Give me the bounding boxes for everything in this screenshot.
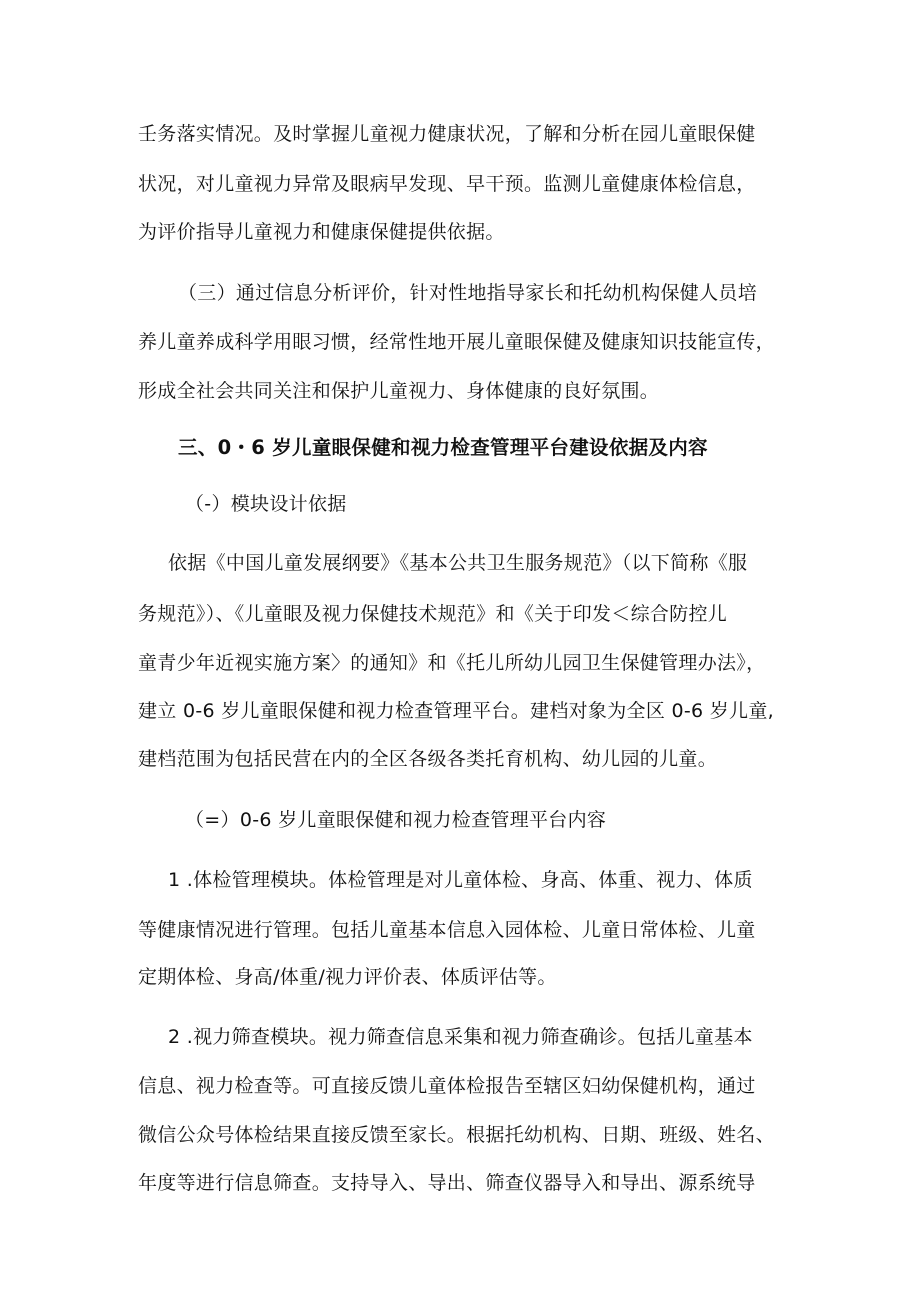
paragraph-line: 养儿童养成科学用眼习惯，经常性地开展儿童眼保健及健康知识技能宣传， <box>138 331 775 353</box>
paragraph-line: 依据《中国儿童发展纲要》《基本公共卫生服务规范》（以下简称《服 <box>168 552 748 574</box>
paragraph-line: （三）通过信息分析评价，针对性地指导家长和托幼机构保健人员培 <box>178 282 758 304</box>
paragraph-line: 务规范》）、《儿童眼及视力保健技术规范》和《关于印发＜综合防控儿 <box>138 603 728 625</box>
paragraph-line: 1 .体检管理模块。体检管理是对儿童体检、身高、体重、视力、体质 <box>168 869 753 891</box>
paragraph-line: 壬务落实情况。及时掌握儿童视力健康状况，了解和分析在园儿童眼保健 <box>138 123 756 145</box>
subsection-heading: （=）0-6 岁儿童眼保健和视力检查管理平台内容 <box>185 809 607 831</box>
paragraph-line: 信息、视力检查等。可直接反馈儿童体检报告至辖区妇幼保健机构，通过 <box>138 1075 756 1097</box>
paragraph-line: 状况，对儿童视力异常及眼病早发现、早干预。监测儿童健康体检信息， <box>138 173 756 195</box>
section-heading: 三、0・6 岁儿童眼保健和视力检查管理平台建设依据及内容 <box>178 436 708 459</box>
paragraph-line: 建档范围为包括民营在内的全区各级各类托育机构、幼儿园的儿童。 <box>138 748 718 770</box>
paragraph-line: 微信公众号体检结果直接反馈至家长。根据托幼机构、日期、班级、姓名、 <box>138 1124 775 1146</box>
paragraph-line: 2 .视力筛查模块。视力筛查信息采集和视力筛查确诊。包括儿童基本 <box>168 1026 753 1048</box>
paragraph-line: 年度等进行信息筛查。支持导入、导出、筛查仪器导入和导出、源系统导 <box>138 1172 756 1194</box>
paragraph-line: 定期体检、身高/体重/视力评价表、体质评估等。 <box>138 966 557 988</box>
subsection-heading: （-）模块设计依据 <box>185 493 347 515</box>
paragraph-line: 童青少年近视实施方案〉的通知》和《托儿所幼儿园卫生保健管理办法》， <box>138 652 766 674</box>
paragraph-line: 等健康情况进行管理。包括儿童基本信息入园体检、儿童日常体检、儿童 <box>138 919 756 941</box>
paragraph-line: 形成全社会共同关注和保护儿童视力、身体健康的良好氛围。 <box>138 380 660 402</box>
paragraph-line: 为评价指导儿童视力和健康保健提供依据。 <box>138 221 505 243</box>
paragraph-line: 建立 0-6 岁儿童眼保健和视力检查管理平台。建档对象为全区 0-6 岁儿童, <box>138 700 774 722</box>
